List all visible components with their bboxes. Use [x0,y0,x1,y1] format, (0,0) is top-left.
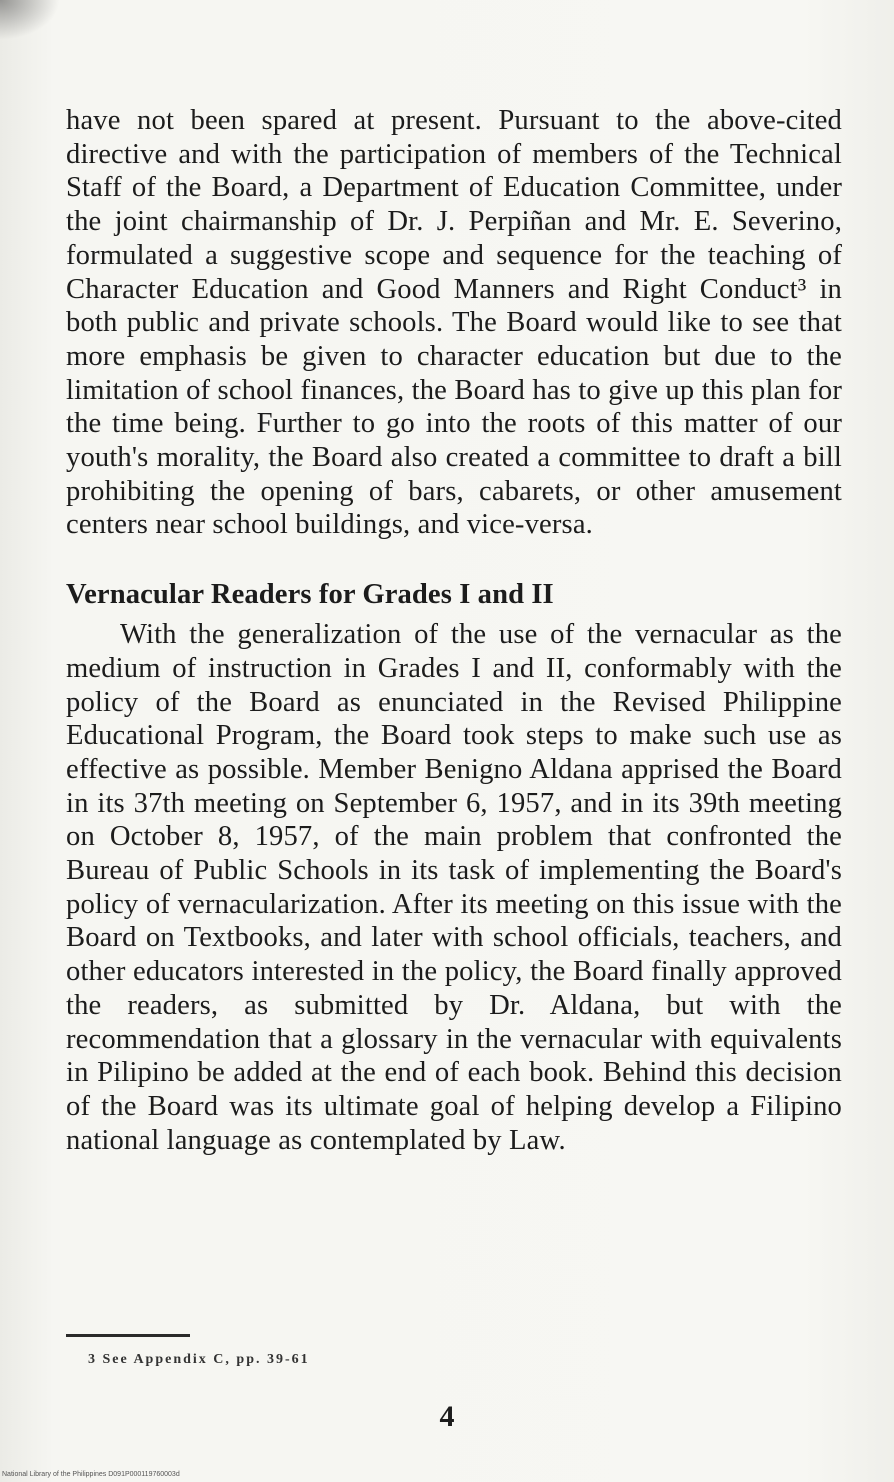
paragraph-vernacular-readers: With the generalization of the use of the vernacular as the medium of instruction in Grades I and II, conformably with the policy of the Board as enunciated in the Revised Philippine Educational Program, the Board took steps to make such use as effective as possible. Member Benigno Aldana apprised the Board in its 37th meeting on September 6, 1957, and in its 39th meeting on October 8, 1957, of the main problem that confronted the Bureau of Public Schools in its task of implementing the Board's policy of vernacularization. After its meeting on this issue with the Board on Textbooks, and later with school officials, teachers, and other educators interested in the policy, the Board finally approved the readers, as submitted by Dr. Aldana, but with the recommendation that a glossary in the vernacular with equivalents in Pilipino be added at the end of each book. Behind this decision of the Board was its ultimate goal of helping develop a Filipino national language as contemplated by Law. [66,619,842,1156]
page-number: 4 [439,1400,455,1433]
paragraph-continued: have not been spared at present. Pursuant to the above-cited directive and with the participation of members of the Technical Staff of the Board, a Department of Education Committee, under the joint chairmanship of Dr. J. Perpiñan and Mr. E. Severino, formulated a suggestive scope and sequence for the teaching of Character Education and Good Manners and Right Conduct³ in both public and private schools. The Board would like to see that more emphasis be given to character education but due to the limitation of school finances, the Board has to give up this plan for the time being. Further to go into the roots of this matter of our youth's morality, the Board also created a committee to draft a bill prohibiting the opening of bars, cabarets, or other amusement centers near school buildings, and vice-versa. [66,105,842,541]
section-heading: Vernacular Readers for Grades I and II [66,579,554,611]
footnote: 3 See Appendix C, pp. 39-61 [88,1352,310,1367]
page-body [66,104,842,1157]
archive-credit: National Library of the Philippines D091P000119760003d [2,1471,180,1478]
footnote-rule [66,1334,190,1337]
scan-shadow [0,0,60,40]
